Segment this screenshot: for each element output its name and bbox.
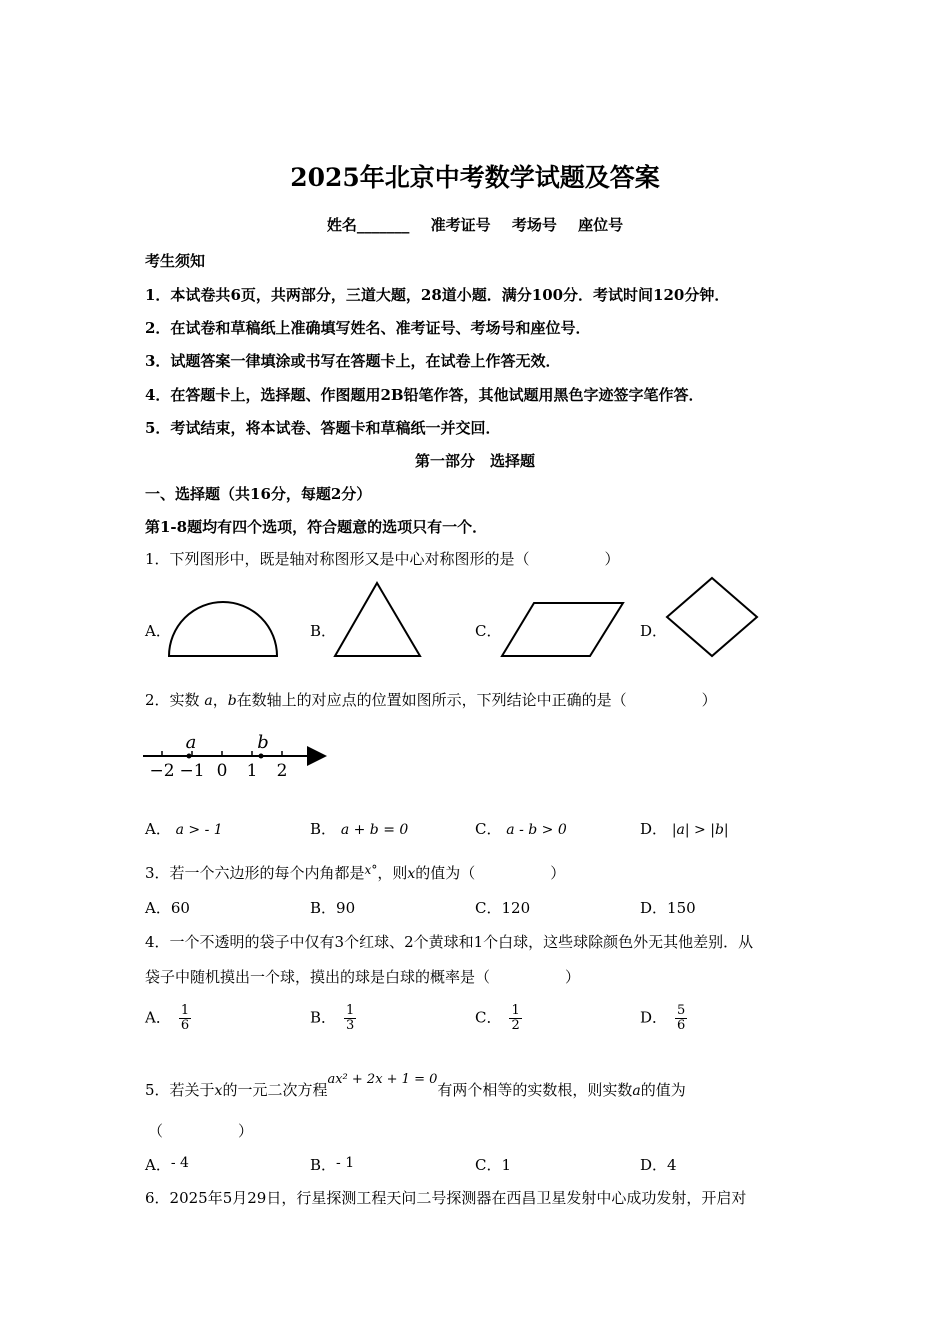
- q4-option-a-label: A．: [145, 1008, 171, 1027]
- q2-option-b: [310, 818, 408, 839]
- q3-option-c: [475, 897, 530, 918]
- number-line-point: [259, 754, 264, 759]
- name-field-label: 姓名_______: [326, 216, 410, 234]
- q4-option-d-label: D．: [640, 1008, 668, 1027]
- q5-option-c-value: 1: [501, 1156, 512, 1174]
- q3-option-d-label: D．: [640, 899, 668, 917]
- q4-option-a-fraction: [179, 1004, 191, 1033]
- q2-option-c: [475, 818, 567, 839]
- q4-option-c-fraction: [509, 1004, 521, 1033]
- q3-text-mid: ，则: [377, 864, 408, 882]
- candidate-info: [0, 214, 950, 235]
- q4-option-d-fraction: [675, 1004, 687, 1033]
- q5-text-suffix-2: 的值为: [640, 1081, 686, 1099]
- notice-item: 2．在试卷和草稿纸上准确填写姓名、准考证号、考场号和座位号．: [145, 319, 591, 337]
- q4-option-b-label: B．: [310, 1008, 337, 1027]
- q3-option-b: [310, 897, 355, 918]
- page-title: 2025年北京中考数学试题及答案: [290, 163, 660, 192]
- question-6-text: 6．2025年5月29日，行星探测工程天问二号探测器在西昌卫星发射中心成功发射，开启对: [145, 1189, 747, 1207]
- q5-option-d-value: 4: [667, 1156, 677, 1174]
- q5-option-b-value: - 1: [336, 1155, 355, 1171]
- q5-var-x: x: [214, 1083, 223, 1099]
- question-3-text: [145, 862, 565, 883]
- q4-option-c: [475, 1004, 522, 1033]
- numerator: 5: [677, 1003, 686, 1018]
- parallelogram-figure: [502, 603, 623, 656]
- notice-item: 1．本试卷共6页，共两部分，三道大题，28道小题．满分100分．考试时间120分钟．: [145, 286, 730, 304]
- q1-option-b-label: B．: [310, 622, 337, 640]
- q1-figures: [160, 570, 770, 665]
- q3-option-a-label: A．: [145, 899, 171, 917]
- q2-option-c-label: C．: [475, 820, 502, 838]
- q2-option-d-label: D．: [640, 820, 668, 838]
- section-note: 第1-8题均有四个选项，符合题意的选项只有一个．: [145, 518, 488, 536]
- notice-heading: 考生须知: [145, 252, 206, 270]
- q5-option-a-label: A．: [145, 1156, 171, 1174]
- q3-option-c-label: C．: [475, 899, 502, 917]
- q2-text-suffix: 在数轴上的对应点的位置如图所示，下列结论中正确的是（ ）: [236, 691, 717, 709]
- numerator: 1: [180, 1003, 190, 1018]
- part-title: 第一部分 选择题: [414, 452, 535, 470]
- number-line-tick-label: 0: [216, 761, 228, 781]
- number-line: [140, 728, 340, 786]
- number-line-tick-label: −1: [179, 761, 205, 781]
- q2-option-a-label: A．: [145, 820, 171, 838]
- q5-text-suffix-1: 有两个相等的实数根，则实数: [437, 1081, 633, 1099]
- q5-equation: ax² + 2x + 1 = 0: [327, 1072, 438, 1087]
- q2-var-b: b: [227, 693, 237, 709]
- q3-var-x: x: [407, 866, 416, 882]
- question-5-text: [145, 1072, 686, 1100]
- q4-option-b: [310, 1004, 356, 1033]
- q5-text-mid: 的一元二次方程: [222, 1081, 328, 1099]
- q3-var-xdeg: x°: [364, 863, 378, 877]
- q3-option-d: [640, 897, 696, 918]
- q2-option-b-label: B．: [310, 820, 337, 838]
- question-4-line-1: 4．一个不透明的袋子中仅有3个红球、2个黄球和1个白球，这些球除颜色外无其他差别．从: [145, 933, 754, 951]
- q5-option-b-label: B．: [310, 1156, 337, 1174]
- number-line-point: [187, 754, 192, 759]
- q2-option-a: [145, 818, 223, 839]
- notice-item: 5．考试结束，将本试卷、答题卡和草稿纸一并交回．: [145, 419, 501, 437]
- denominator: 6: [677, 1018, 686, 1033]
- denominator: 6: [180, 1018, 190, 1033]
- q2-option-b-expr: a + b = 0: [340, 822, 409, 838]
- q5-option-c-label: C．: [475, 1156, 502, 1174]
- q2-sep: ，: [212, 691, 228, 709]
- q3-text-suffix: 的值为（ ）: [415, 864, 566, 882]
- q2-option-a-expr: a > - 1: [175, 822, 223, 838]
- q4-option-d: [640, 1004, 687, 1033]
- q1-option-a-label: A．: [145, 622, 171, 640]
- numerator: 1: [511, 1003, 520, 1018]
- q3-option-d-value: 150: [667, 899, 696, 917]
- q1-option-d-label: D．: [640, 622, 668, 640]
- q2-text-prefix: 2．实数: [145, 691, 200, 709]
- q5-option-a-value: - 4: [170, 1155, 189, 1171]
- q4-option-c-label: C．: [475, 1008, 502, 1027]
- numerator: 1: [346, 1003, 355, 1018]
- q2-option-d: [640, 818, 729, 839]
- number-line-points: [186, 732, 269, 759]
- q2-var-a: a: [204, 693, 213, 709]
- denominator: 3: [346, 1018, 355, 1033]
- q5-option-d-label: D．: [640, 1156, 668, 1174]
- section-title: 一、选择题（共16分，每题2分）: [145, 485, 372, 503]
- number-line-tick-label: 1: [246, 761, 258, 781]
- question-1-text: 1．下列图形中，既是轴对称图形又是中心对称图形的是（ ）: [145, 550, 620, 568]
- q4-option-a: [145, 1004, 191, 1033]
- q2-option-d-expr: |a| > |b|: [671, 822, 729, 838]
- q5-option-a: [145, 1154, 189, 1175]
- q3-option-a: [145, 897, 190, 918]
- number-line-point-label: b: [257, 732, 269, 753]
- rhombus-figure: [667, 578, 757, 656]
- q5-var-a: a: [632, 1083, 641, 1099]
- number-line-point-label: a: [185, 732, 197, 753]
- room-number-label: 考场号: [511, 216, 557, 234]
- exam-number-label: 准考证号: [430, 216, 491, 234]
- denominator: 2: [511, 1018, 520, 1033]
- question-2-text: [145, 689, 717, 710]
- number-line-tick-label: −2: [149, 761, 175, 781]
- q5-option-d: [640, 1154, 677, 1175]
- q3-option-b-value: 90: [336, 899, 356, 917]
- number-line-tick-label: 2: [276, 761, 288, 781]
- question-4-line-2: 袋子中随机摸出一个球，摸出的球是白球的概率是（ ）: [145, 968, 581, 986]
- q3-text-prefix: 3．若一个六边形的每个内角都是: [145, 864, 365, 882]
- q5-text-prefix: 5．若关于: [145, 1081, 215, 1099]
- q4-option-b-fraction: [344, 1004, 356, 1033]
- q2-option-c-expr: a - b > 0: [506, 822, 567, 838]
- q5-answer-paren: （ ）: [148, 1122, 254, 1140]
- q5-option-c: [475, 1154, 511, 1175]
- notice-item: 3．试题答案一律填涂或书写在答题卡上，在试卷上作答无效．: [145, 352, 561, 370]
- q3-option-a-value: 60: [170, 899, 190, 917]
- semicircle-figure: [169, 602, 277, 656]
- notice-item: 4．在答题卡上，选择题、作图题用2B铅笔作答，其他试题用黑色字迹签字笔作答．: [145, 386, 704, 404]
- seat-number-label: 座位号: [578, 216, 624, 234]
- triangle-figure: [335, 583, 420, 656]
- q3-option-c-value: 120: [501, 899, 531, 917]
- q1-option-c-label: C．: [475, 622, 502, 640]
- q5-option-b: [310, 1154, 354, 1175]
- q3-option-b-label: B．: [310, 899, 337, 917]
